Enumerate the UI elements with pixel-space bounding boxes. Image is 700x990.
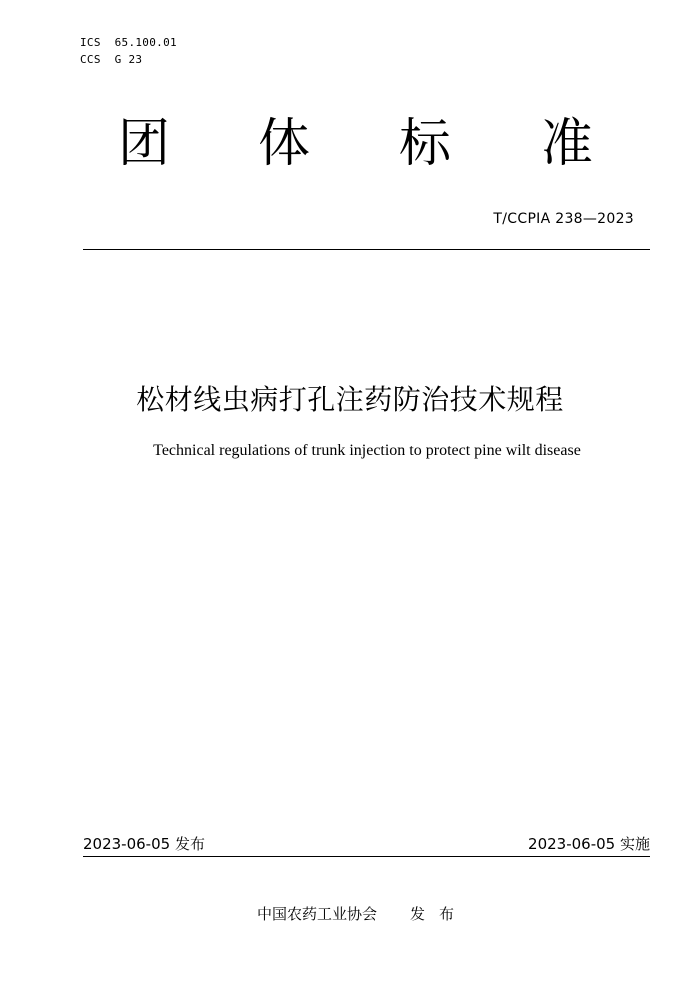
standard-number: T/CCPIA 238—2023 bbox=[493, 211, 634, 227]
ics-code: ICS 65.100.01 bbox=[80, 36, 177, 49]
issue-date: 2023-06-05 发布 bbox=[83, 835, 205, 853]
standard-type-char: 体 bbox=[258, 114, 311, 174]
standard-type-char: 准 bbox=[541, 114, 594, 174]
standard-type-heading bbox=[0, 112, 700, 176]
publisher-line bbox=[257, 904, 468, 924]
top-divider bbox=[83, 249, 650, 250]
chinese-title: 松材线虫病打孔注药防治技术规程 bbox=[136, 383, 564, 416]
bottom-divider bbox=[83, 856, 650, 857]
standard-type-char: 标 bbox=[399, 114, 452, 174]
standard-type-char: 团 bbox=[118, 114, 171, 174]
publisher-name: 中国农药工业协会 bbox=[257, 905, 378, 923]
ccs-code: CCS G 23 bbox=[80, 53, 143, 66]
english-title: Technical regulations of trunk injection to protect pine wilt disease bbox=[153, 442, 581, 459]
publish-label: 发布 bbox=[410, 905, 469, 923]
classification-codes bbox=[80, 34, 177, 68]
implement-date: 2023-06-05 实施 bbox=[528, 835, 650, 853]
